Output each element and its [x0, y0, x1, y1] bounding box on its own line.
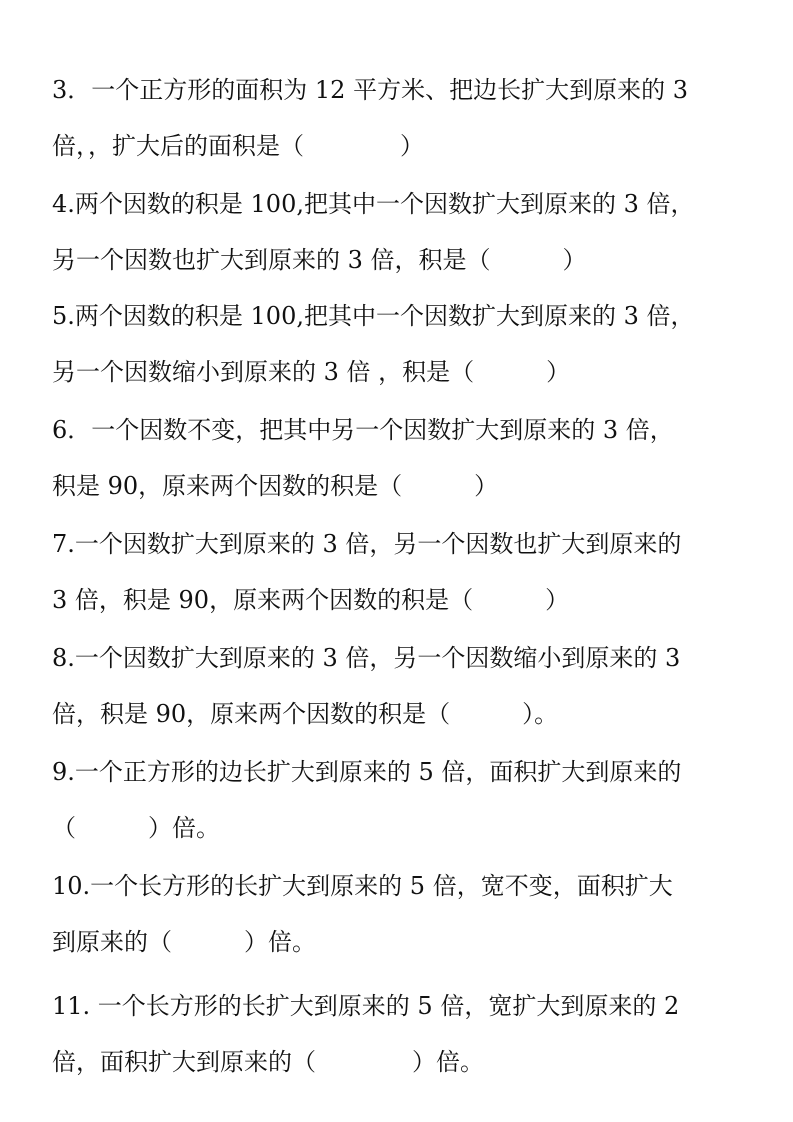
question-10	[52, 858, 742, 970]
question-5	[52, 288, 742, 400]
question-11	[52, 978, 742, 1090]
question-9-line-2: （ ）倍。	[52, 814, 220, 842]
question-5-line-2: 另一个因数缩小到原来的 3 倍 ，积是（ ）	[52, 358, 571, 386]
question-6	[52, 402, 742, 514]
question-7-line-2: 3 倍，积是 90，原来两个因数的积是（ ）	[52, 586, 570, 614]
question-5-line-1: 5.两个因数的积是 100,把其中一个因数扩大到原来的 3 倍，	[52, 302, 695, 330]
question-8	[52, 630, 742, 742]
question-7-line-1: 7.一个因数扩大到原来的 3 倍，另一个因数也扩大到原来的	[52, 530, 682, 558]
question-6-line-1: 6．一个因数不变，把其中另一个因数扩大到原来的 3 倍，	[52, 416, 674, 444]
question-3-line-1: 3．一个正方形的面积为 12 平方米、把边长扩大到原来的 3	[52, 76, 688, 104]
question-10-line-1: 10.一个长方形的长扩大到原来的 5 倍，宽不变，面积扩大	[52, 872, 673, 900]
question-10-line-2: 到原来的（ ）倍。	[52, 928, 316, 956]
question-11-line-1: 11. 一个长方形的长扩大到原来的 5 倍，宽扩大到原来的 2	[52, 992, 680, 1020]
question-8-line-1: 8.一个因数扩大到原来的 3 倍，另一个因数缩小到原来的 3	[52, 644, 681, 672]
question-4	[52, 176, 742, 288]
question-4-line-1: 4.两个因数的积是 100,把其中一个因数扩大到原来的 3 倍，	[52, 190, 695, 218]
question-3-line-2: 倍，，扩大后的面积是（ ）	[52, 132, 424, 160]
question-8-line-2: 倍，积是 90，原来两个因数的积是（ ）。	[52, 700, 559, 728]
question-4-line-2: 另一个因数也扩大到原来的 3 倍，积是（ ）	[52, 246, 587, 274]
question-7	[52, 516, 742, 628]
question-9-line-1: 9.一个正方形的边长扩大到原来的 5 倍，面积扩大到原来的	[52, 758, 682, 786]
question-11-line-2: 倍，面积扩大到原来的（ ）倍。	[52, 1048, 484, 1076]
question-6-line-2: 积是 90，原来两个因数的积是（ ）	[52, 472, 499, 500]
question-9	[52, 744, 742, 856]
question-3	[52, 62, 742, 174]
